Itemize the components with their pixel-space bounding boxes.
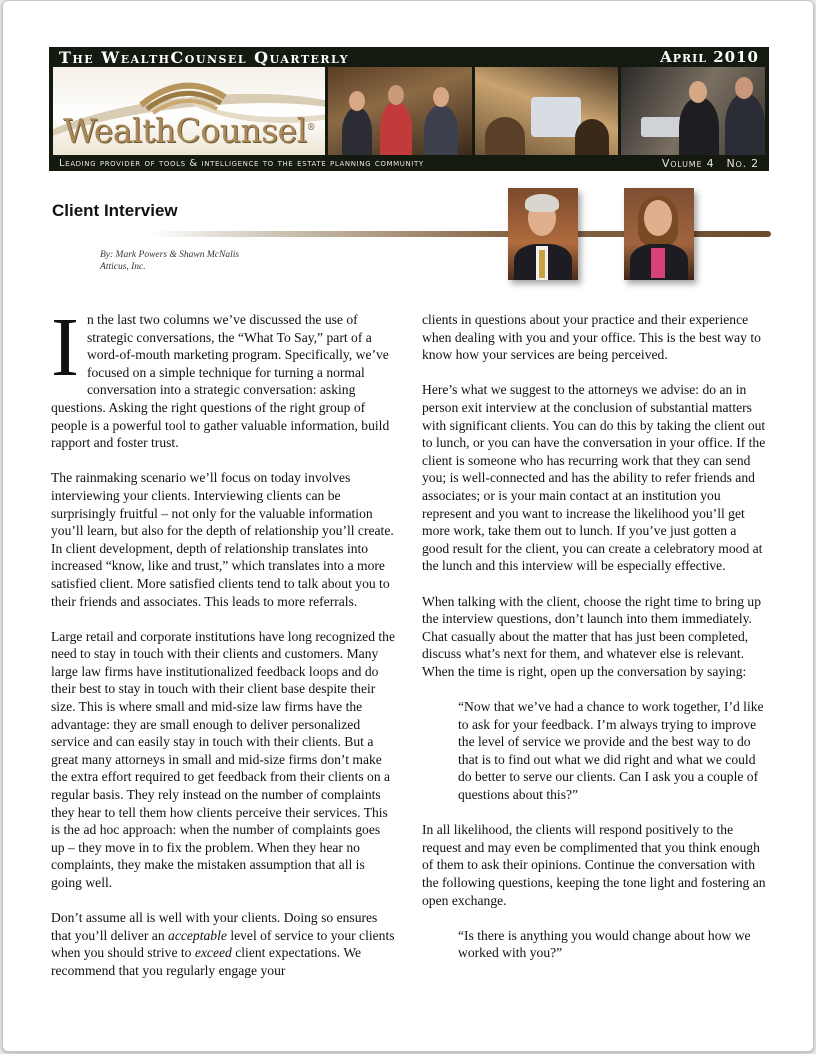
article-left-column [51, 301, 396, 997]
paragraph: Don’t assume all is well with your clients. Doing so ensures that you’ll deliver an acceptable level of service to your clients when you should strive to exceed client expectations. We recommend that you regularly engage your [51, 910, 395, 978]
logo-swirl-icon [133, 75, 233, 115]
article-title: Client Interview [52, 201, 178, 220]
masthead [49, 47, 769, 171]
block-quote: “Now that we’ve had a chance to work together, I’d like to ask for your feedback. I’m always trying to improve the level of service we provide and the best way to do that is to find out what we did right and what we could do better to serve our clients. Can I ask you a couple of questions about this?” [458, 699, 764, 803]
logo-wordmark: WealthCounsel® [63, 111, 316, 150]
banner-photo-laptop [621, 67, 765, 155]
author-photo-shawn-mcnalis [624, 188, 694, 280]
paragraph: In the last two columns we’ve discussed the use of strategic conversations, the “What To Say,” part of a word-of-mouth marketing program. Specifically, we’ve focused on a simple technique for turning a normal conversation into a strategic conversation: asking questions. Asking the right questions of the right group of people is a powerful tool to gather valuable information, build rapport and foster trust. [51, 301, 390, 451]
paragraph: In all likelihood, the clients will respond positively to the request and may even be complimented that you think enough of them to ask their opinions. Continue the conversation with the following questions, keeping the tone light and fostering an open exchange. [422, 822, 766, 908]
masthead-banner [53, 67, 765, 155]
banner-photo-seminar [475, 67, 619, 155]
volume-number: Volume 4 No. 2 [661, 156, 759, 170]
drop-cap: I [51, 301, 79, 394]
author-photo-mark-powers [508, 188, 578, 280]
paragraph: The rainmaking scenario we’ll focus on today involves interviewing your clients. Interviewing clients can be surprisingly fruitful – not only for the valuable information you’ll learn, but also for the depth of relationship you’ll create. In client development, depth of relationship translates into increased “know, like and trust,” which translates into a more satisfied client. More satisfied clients tend to talk about you to their friends and associates. This leads to more referrals. [51, 470, 394, 609]
masthead-top-bar [49, 47, 769, 67]
tagline: Leading provider of tools & intelligence to the estate planning community [59, 157, 424, 169]
issue-date: April 2010 [660, 48, 759, 66]
paragraph: Here’s what we suggest to the attorneys we advise: do an in person exit interview at the conclusion of substantial matters with significant clients. You can do this by taking the client out to lunch, or you can have the conversation in your office. If the client is someone who has recurring work that they can send you; is well-connected and has the ability to refer friends and associates; or is your main contact at an institution you represent and you want to increase the likelihood you’ll get more work, take them out to lunch. If you’ve just gotten a good result for the client, you can create a celebratory mood at the lunch and this interview will be especially effective. [422, 382, 766, 574]
masthead-bottom-bar [49, 155, 769, 171]
block-quote: “Is there is anything you would change about how we worked with you?” [458, 927, 751, 961]
wealthcounsel-logo [53, 67, 325, 155]
banner-photo-meeting [328, 67, 472, 155]
byline-company: Atticus, Inc. [100, 262, 146, 272]
byline-authors: By: Mark Powers & Shawn McNalis [100, 250, 240, 260]
paragraph: Large retail and corporate institutions have long recognized the need to stay in touch with their clients and customers. Many large law firms have institutionalized feedback loops and do their best to stay in touch with their client base despite their size. This is where small and mid-size law firms have the advantage: they are small enough to deliver personalized service and can easily stay in touch with their clients. But a great many attorneys in small and mid-size firms don’t make the extra effort required to get feedback from their clients on a regular basis. They rely instead on the number of complaints they hear to tell them how clients perceive their services. This is the ad hoc approach: when the number of complaints goes up – they move in to fix the problem. When they hear no complaints, they make the mistaken assumption that all is going well. [51, 628, 395, 890]
byline [100, 249, 239, 273]
paragraph: clients in questions about your practice and their experience when dealing with you and your office. This is the best way to know how your services are being perceived. [422, 312, 761, 363]
article-right-column [422, 311, 767, 980]
paragraph: When talking with the client, choose the right time to bring up the interview questions, don’t launch into them immediately. Chat casually about the matter that has just been completed, discuss what’s next for them, and whatever else is relevant. When the time is right, open up the conversation by saying: [422, 593, 762, 679]
newsletter-page [2, 0, 814, 1052]
newsletter-title: The WealthCounsel Quarterly [59, 47, 349, 67]
